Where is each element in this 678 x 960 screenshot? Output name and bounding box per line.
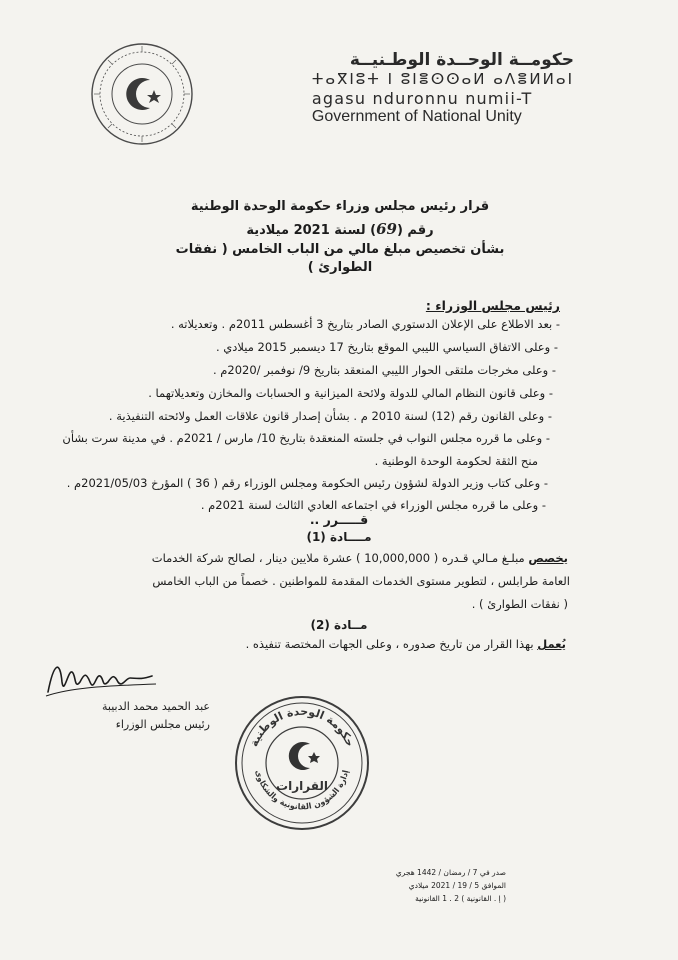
signatory-title: رئيس مجلس الوزراء (115, 718, 210, 731)
article-1-lead: يخصص (528, 551, 568, 565)
stamp-top-text: حكومة الوحدة الوطنية (247, 704, 357, 749)
article-2-title: مــادة (2) (310, 618, 368, 632)
stamp-center-text: القرارات (276, 779, 328, 793)
decree-number-value: 69 (376, 220, 397, 238)
decision-heading: قـــــرر .. (309, 512, 369, 527)
preamble-item: - وعلى ما قرره مجلس الوزراء في اجتماعه العادي الثالث لسنة 2021م . (200, 498, 546, 512)
letterhead-english: Government of National Unity (311, 108, 522, 126)
preamble-item: - وعلى ما قرره مجلس النواب في جلسته المنعقدة بتاريخ 10/ مارس / 2021م . في مدينة سرت بشأن (62, 431, 550, 445)
preamble-item: - وعلى القانون رقم (12) لسنة 2010 م . بشأن إصدار قانون علاقات العمل ولائحته التنفيذية . (108, 409, 552, 423)
preamble-item: - بعد الاطلاع على الإعلان الدستوري الصادر بتاريخ 3 أغسطس 2011م . وتعديلاته . (170, 317, 560, 331)
decree-title: قرار رئيس مجلس وزراء حكومة الوحدة الوطنية (190, 199, 490, 214)
preamble-item: منح الثقة لحكومة الوحدة الوطنية . (374, 454, 538, 468)
government-emblem-icon (88, 40, 196, 148)
article-1-line-1: يخصص مبلـغ مـالي قـدره ( 10,000,000 ) عشرة ملايين دينار ، لصالح شركة الخدمات (151, 551, 568, 565)
issue-date-hijri: صدر في 7 / رمضان / 1442 هجري (395, 868, 506, 877)
preamble-item: - وعلى مخرجات ملتقى الحوار الليبي المنعقد بتاريخ 9/ نوفمبر /2020م . (212, 363, 556, 377)
preamble-item: - وعلى كتاب وزير الدولة لشؤون رئيس الحكومة ومجلس الوزراء رقم ( 36 ) المؤرخ 2021/05/03م . (66, 476, 548, 490)
signatory-name: عبد الحميد محمد الدبيبة (101, 700, 210, 713)
official-stamp-icon (232, 692, 372, 834)
article-1-line-3: ( نفقات الطوارئ ) . (471, 597, 568, 611)
article-2-lead: يُعمل (537, 637, 566, 651)
issue-reference: ( إ . القانونية ) 2 . 1 القانونية (415, 894, 506, 903)
article-1-title: مــــادة (1) (306, 530, 372, 544)
letterhead-arabic: حكومــة الوحــدة الوطـنيــة (349, 50, 574, 70)
decree-subject: بشأن تخصيص مبلغ مالي من الباب الخامس ( نفقات الطوارئ ) (175, 242, 505, 275)
preamble-item: - وعلى الاتفاق السياسي الليبي الموقع بتاريخ 17 ديسمبر 2015 ميلادي . (215, 340, 558, 354)
preamble-item: - وعلى قانون النظام المالي للدولة ولائحة الميزانية و الحسابات والمخازن وتعديلاتهما . (148, 386, 553, 400)
preamble-heading: رئيس مجلس الوزراء : (425, 298, 560, 313)
issue-date-gregorian: الموافق 5 / 19 / 2021 ميلادي (408, 881, 506, 890)
letterhead-amazigh-latin: agasu nduronnu numii-T (311, 88, 533, 108)
decree-number: رقم (69) لسنة 2021 ميلادية (246, 220, 434, 238)
stamp-bottom-text: إدارة الشؤون القانونية والشكاوى (253, 768, 351, 812)
letterhead (312, 52, 574, 126)
handwritten-signature (40, 652, 160, 702)
article-1-line-2: العامة طرابلس ، لتطوير مستوى الخدمات المقدمة للمواطنين . خصماً من الباب الخامس (152, 574, 570, 588)
article-2-text: يُعمل بهذا القرار من تاريخ صدوره ، وعلى الجهات المختصة تنفيذه . (245, 637, 566, 651)
letterhead-tifinagh: ⵜⴰⴳⵏⵓⵜ ⵏ ⵓⵏⴻⵙⵙⴰⵍ ⴰⴷⴻⵍⵍⴰⵏ (311, 69, 574, 88)
